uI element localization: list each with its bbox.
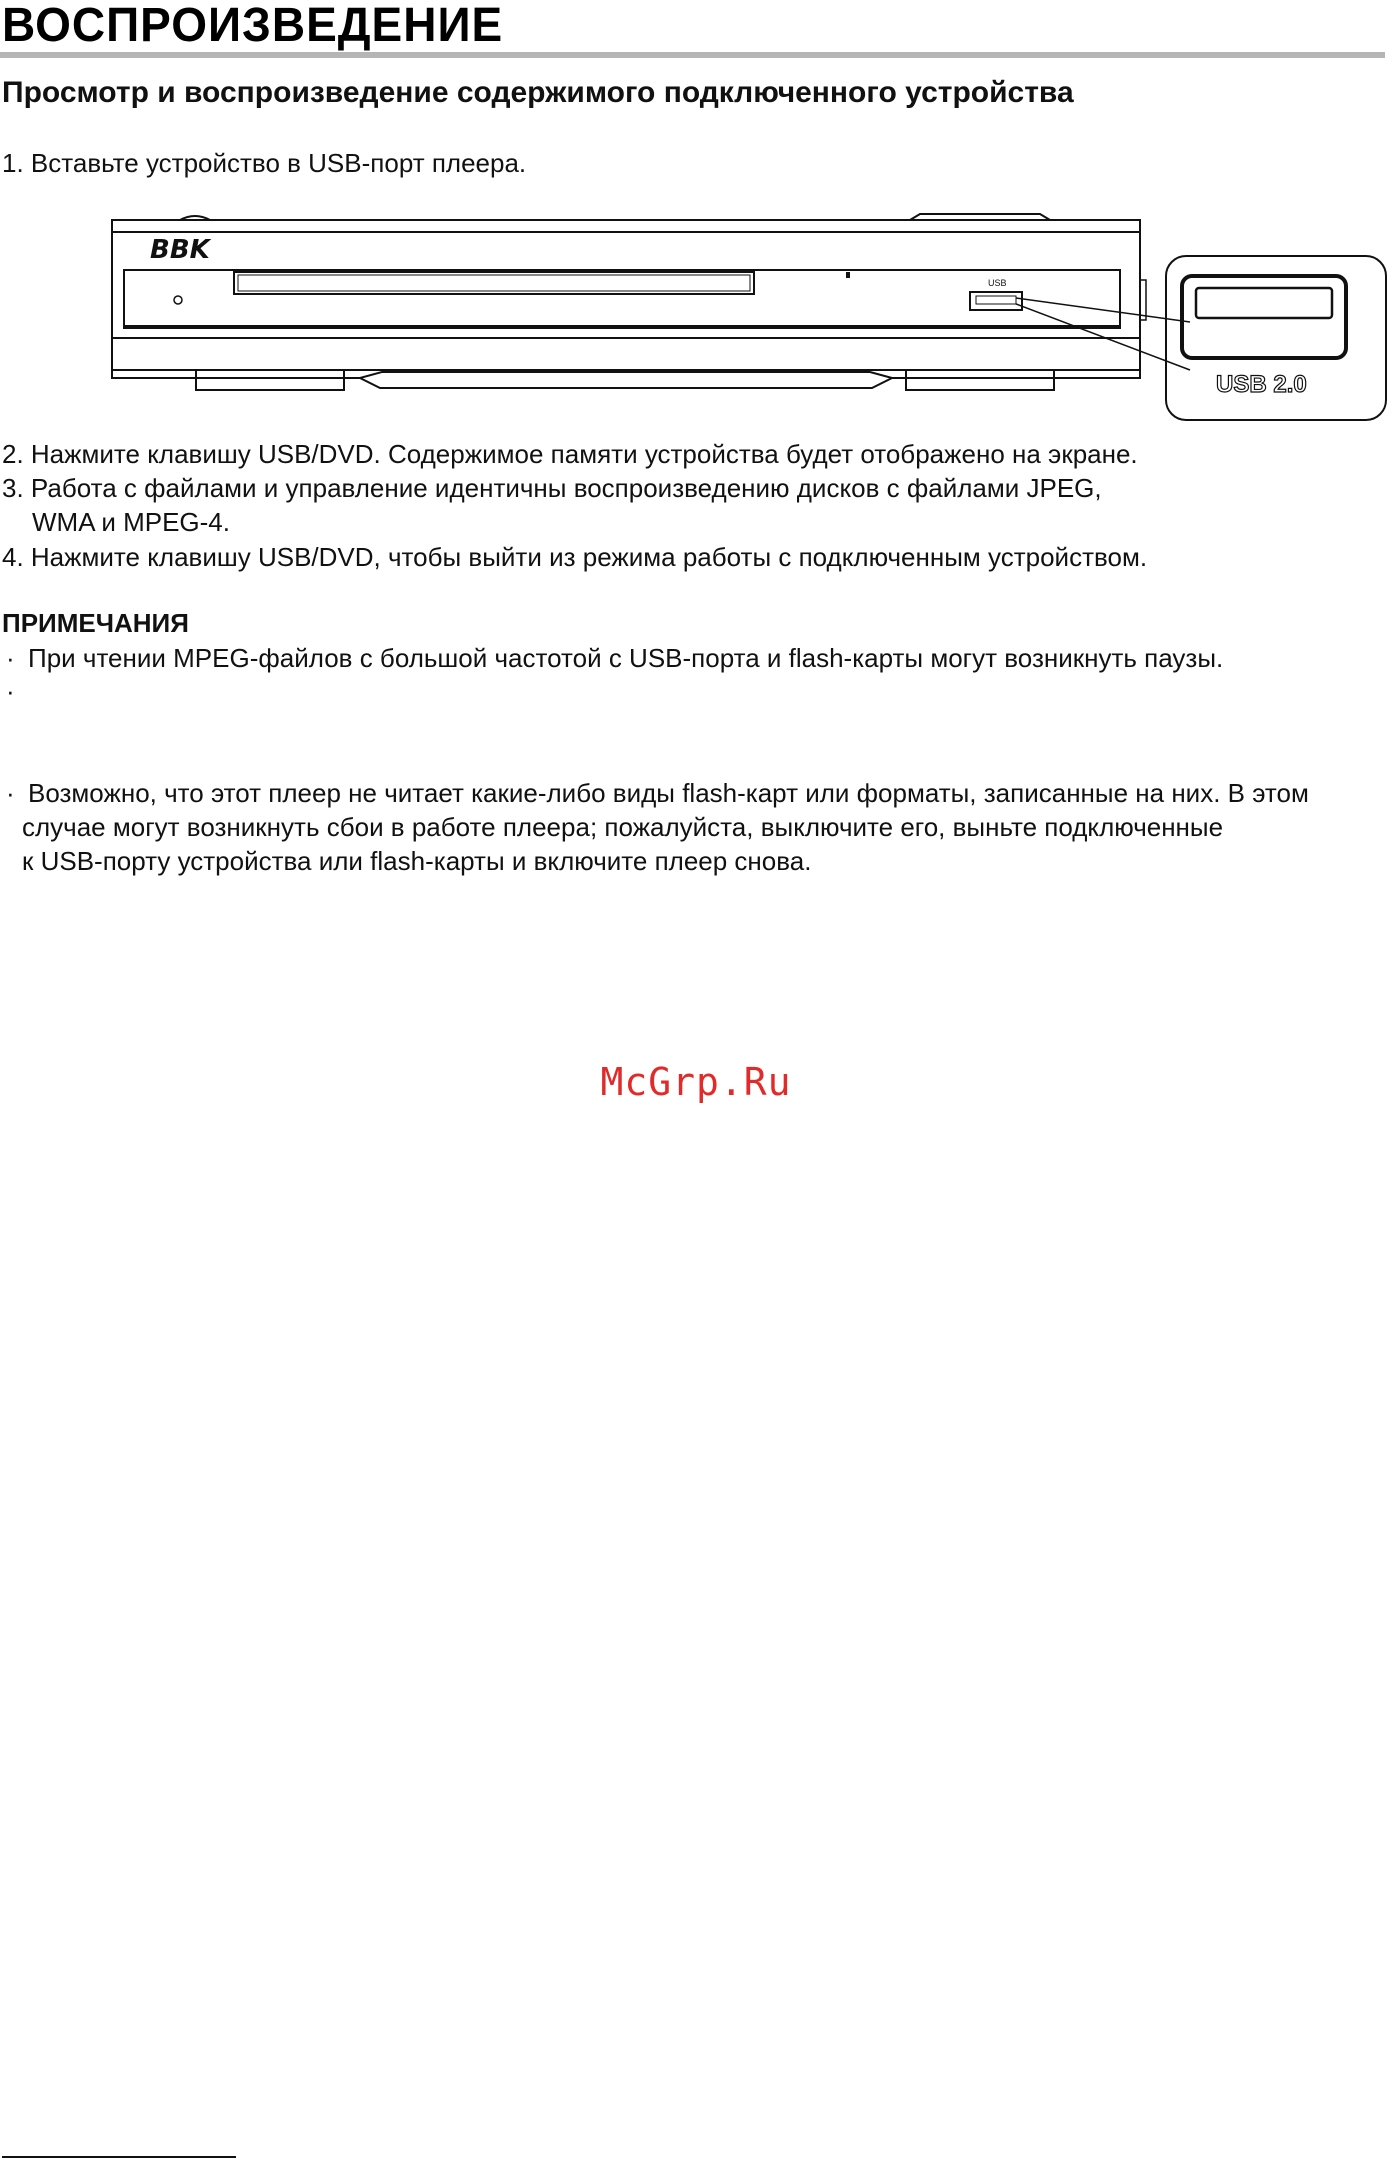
note-text: Возможно, что этот плеер не читает какие-либо виды flash-карт или форматы, записанные на них. В этом	[28, 778, 1309, 808]
note-item	[6, 674, 28, 708]
usb-callout-label: USB 2.0	[1216, 371, 1307, 398]
step-1: 1. Вставьте устройство в USB-порт плеера.	[2, 148, 527, 178]
bullet-icon: ·	[6, 676, 15, 706]
note-item	[6, 641, 1223, 675]
note-item	[6, 776, 1309, 878]
step-4: 4. Нажмите клавишу USB/DVD, чтобы выйти из режима работы с подключенным устройством.	[2, 542, 1148, 572]
usb-port-label: USB	[988, 278, 1007, 288]
bullet-icon: ·	[6, 778, 15, 808]
bullet-icon: ·	[6, 643, 15, 673]
note-text: случае могут возникнуть сбои в работе плеера; пожалуйста, выключите его, выньте подключенные	[22, 812, 1224, 842]
dvd-player-illustration	[110, 212, 1390, 424]
notes-heading: ПРИМЕЧАНИЯ	[2, 608, 189, 638]
watermark: McGrp.Ru	[600, 1060, 792, 1104]
section-subtitle: Просмотр и воспроизведение содержимого подключенного устройства	[2, 76, 1074, 109]
note-text: При чтении MPEG-файлов с большой частотой с USB-порта и flash-карты могут возникнуть паузы.	[28, 643, 1224, 673]
footer-divider	[2, 2156, 236, 2158]
step-2: 2. Нажмите клавишу USB/DVD. Содержимое памяти устройства будет отображено на экране.	[2, 439, 1138, 469]
brand-logo: BBK	[150, 235, 210, 265]
step-3: 3. Работа с файлами и управление идентичны воспроизведению дисков с файлами JPEG,	[2, 473, 1102, 503]
title-divider	[0, 52, 1385, 58]
step-3-continued: WMA и MPEG-4.	[32, 507, 230, 537]
page-title: ВОСПРОИЗВЕДЕНИЕ	[2, 0, 504, 52]
note-text: к USB-порту устройства или flash-карты и включите плеер снова.	[22, 846, 812, 876]
